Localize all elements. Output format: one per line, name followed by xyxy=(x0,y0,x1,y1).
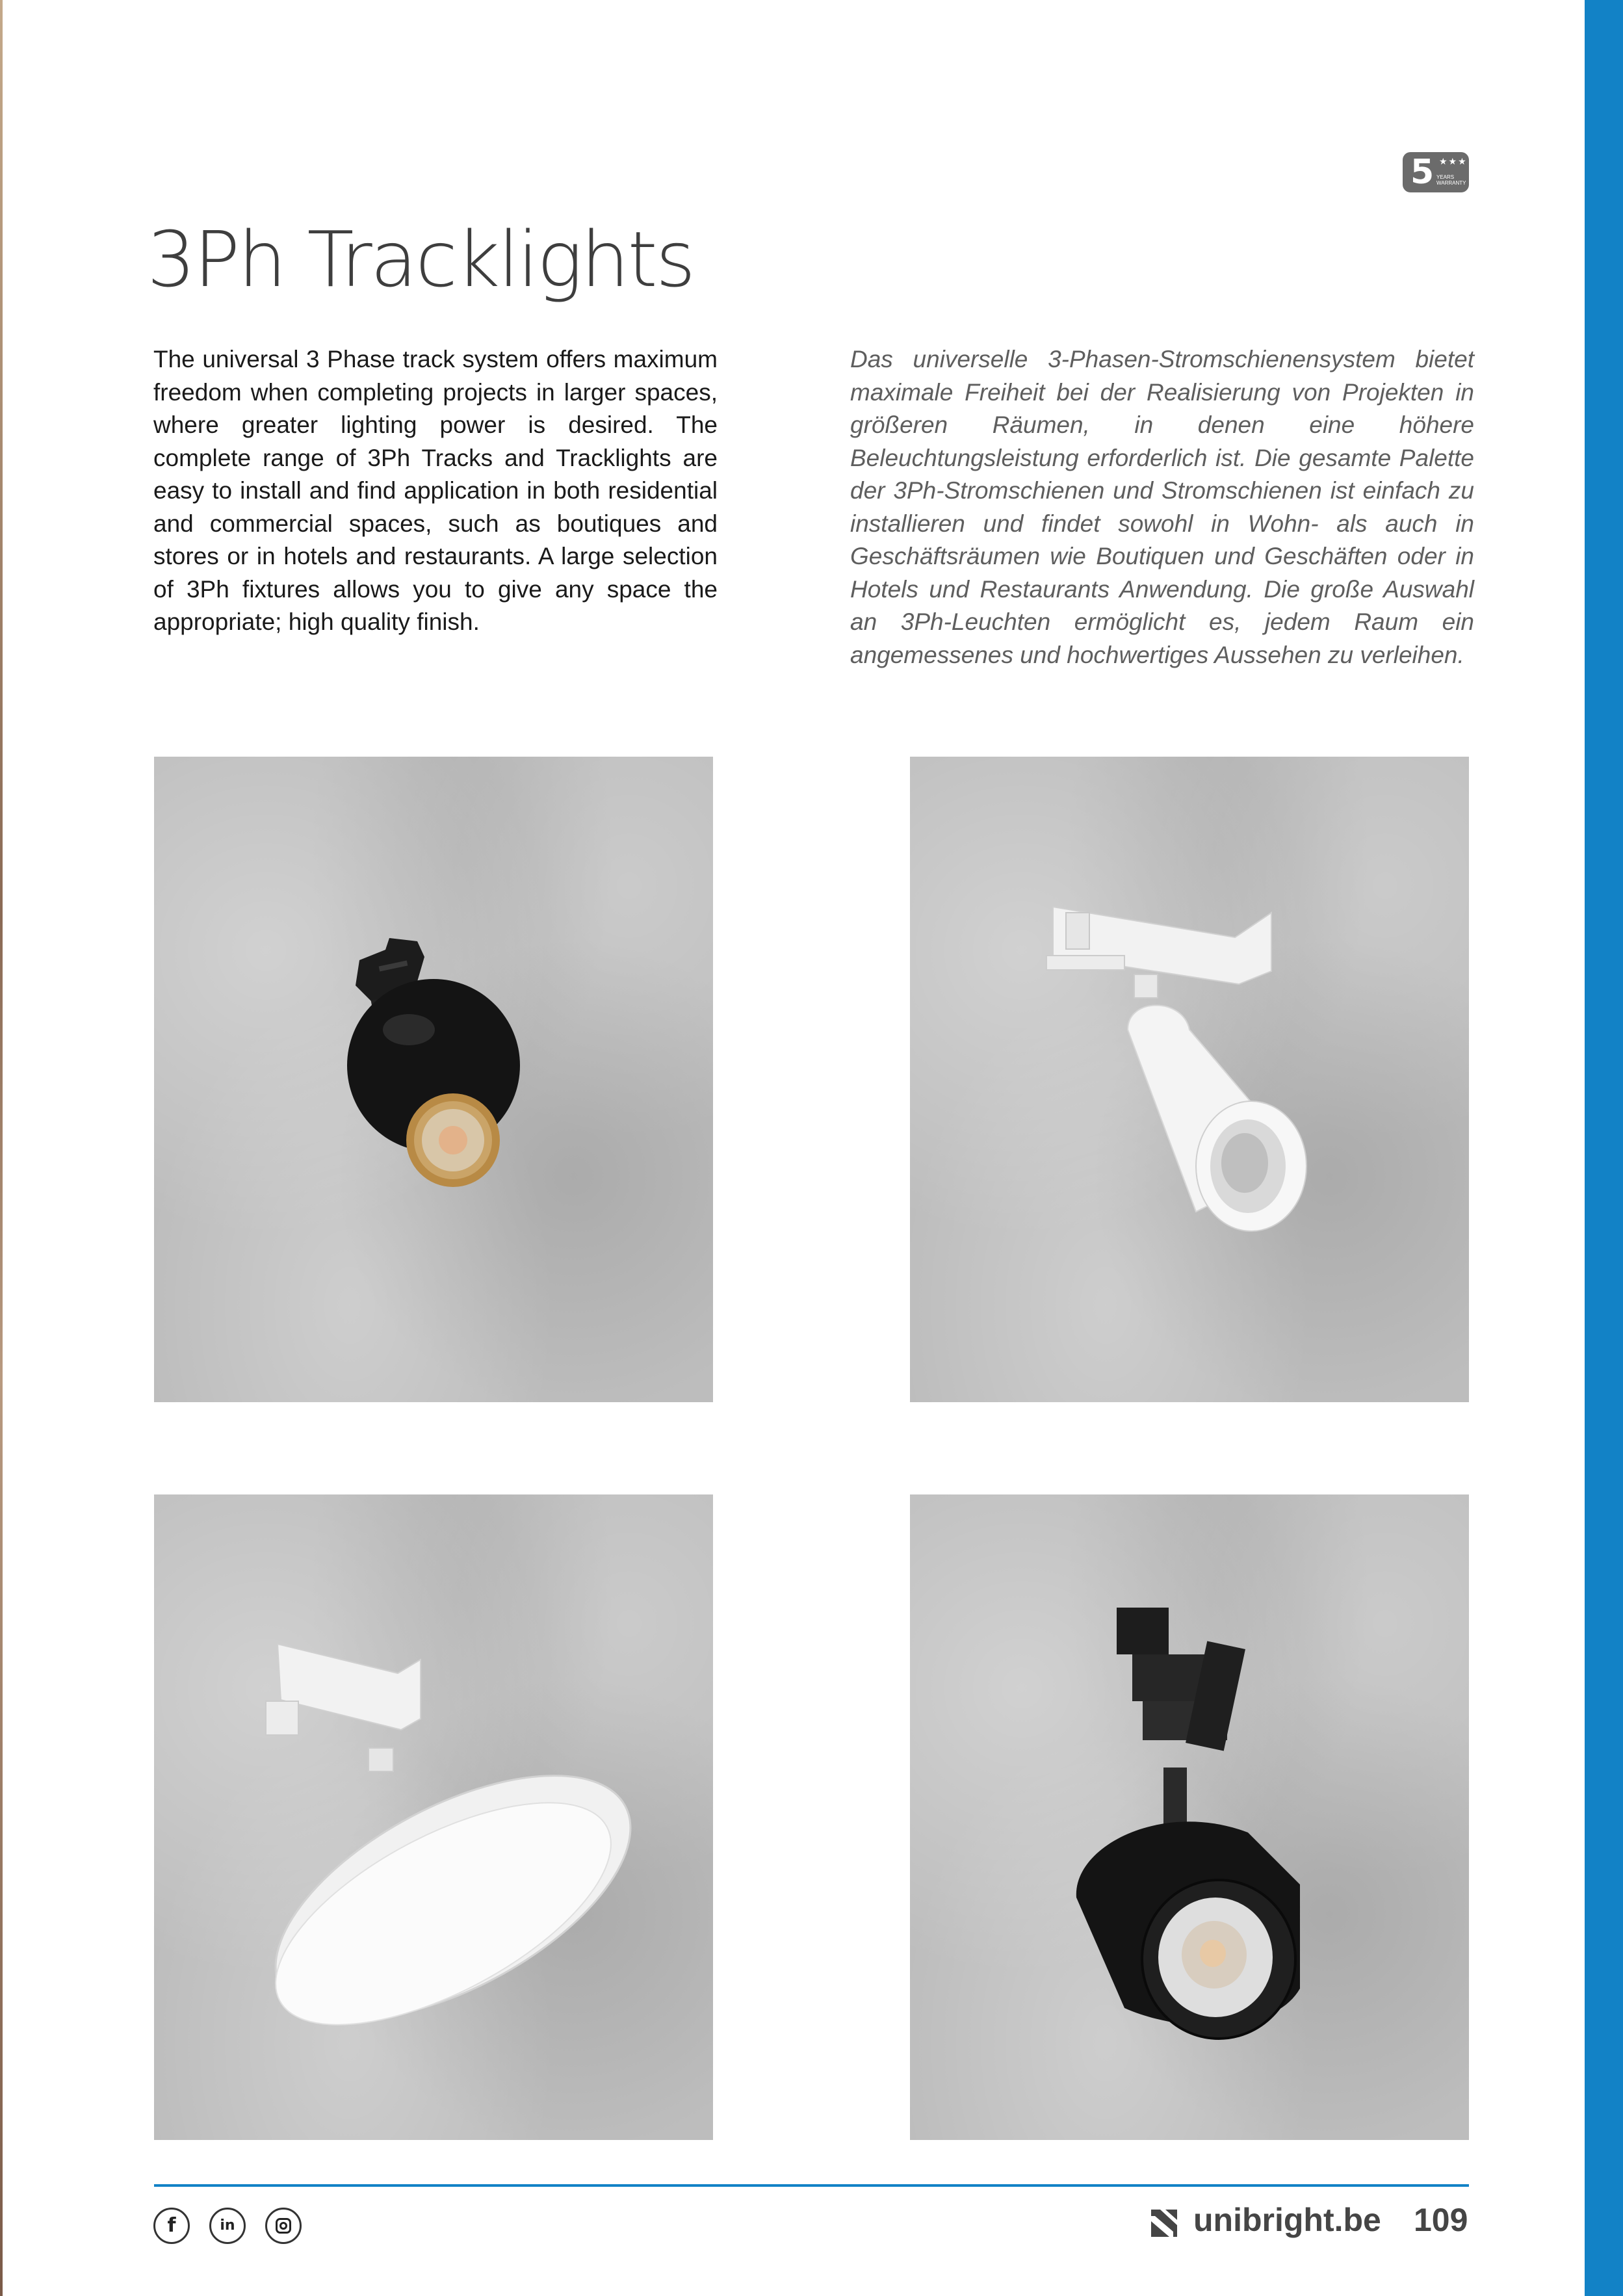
black-barrel-tracklight-illustration xyxy=(910,1494,1469,2140)
product-photo-black-sphere xyxy=(154,757,713,1402)
black-sphere-tracklight-illustration xyxy=(154,757,713,1402)
warranty-years: 5 xyxy=(1410,153,1435,192)
facebook-icon[interactable]: f xyxy=(153,2208,190,2244)
white-panel-tracklight-illustration xyxy=(154,1494,713,2140)
linkedin-icon[interactable]: in xyxy=(209,2208,246,2244)
product-photo-white-cylinder xyxy=(910,757,1469,1402)
accent-side-bar xyxy=(1585,0,1623,2296)
instagram-lens xyxy=(279,2222,287,2230)
warranty-badge xyxy=(1403,152,1469,192)
page-number: 109 xyxy=(1414,2202,1468,2238)
page-title: 3Ph Tracklights xyxy=(147,215,694,304)
unibright-logo-icon xyxy=(1151,2210,1177,2237)
intro-text-english: The universal 3 Phase track system offers maximum freedom when completing projects in larger spaces, where greater lighting power is desired. The complete range of 3Ph Tracks and Tracklights are easy to install and find application in both residential and commercial spaces, such as boutiques and stores or in hotels and restaurants. A large selection of 3Ph fixtures allows you to give any space the appropriate; high quality finish. xyxy=(153,346,718,635)
white-cylinder-tracklight-illustration xyxy=(910,757,1469,1402)
product-photo-white-panel xyxy=(154,1494,713,2140)
product-photo-black-barrel xyxy=(910,1494,1469,2140)
intro-text-german: Das universelle 3-Phasen-Stromschienensystem bietet maximale Freiheit bei der Realisierung von Projekten in größeren Räumen, in denen eine höhere Beleuchtungsleistung erforderlich ist. Die gesamte Palette der 3Ph-Stromschienen und Stromschienen ist einfach zu installieren und findet sowohl in Wohn- als auch in Geschäftsräumen wie Boutiquen und Geschäften oder in Hotels und Restaurants Anwendung. Die große Auswahl an 3Ph-Leuchten ermöglicht es, jedem Raum ein angemessenes und hochwertiges Aussehen zu verleihen. xyxy=(850,346,1474,668)
website-link[interactable]: unibright.be xyxy=(1193,2202,1381,2238)
stars-icon: ★★★ xyxy=(1439,156,1468,166)
instagram-icon[interactable] xyxy=(265,2208,302,2244)
warranty-caption: YEARS WARRANTY xyxy=(1436,174,1466,186)
footer-divider xyxy=(154,2184,1469,2187)
page-edge-decoration xyxy=(0,0,3,2296)
